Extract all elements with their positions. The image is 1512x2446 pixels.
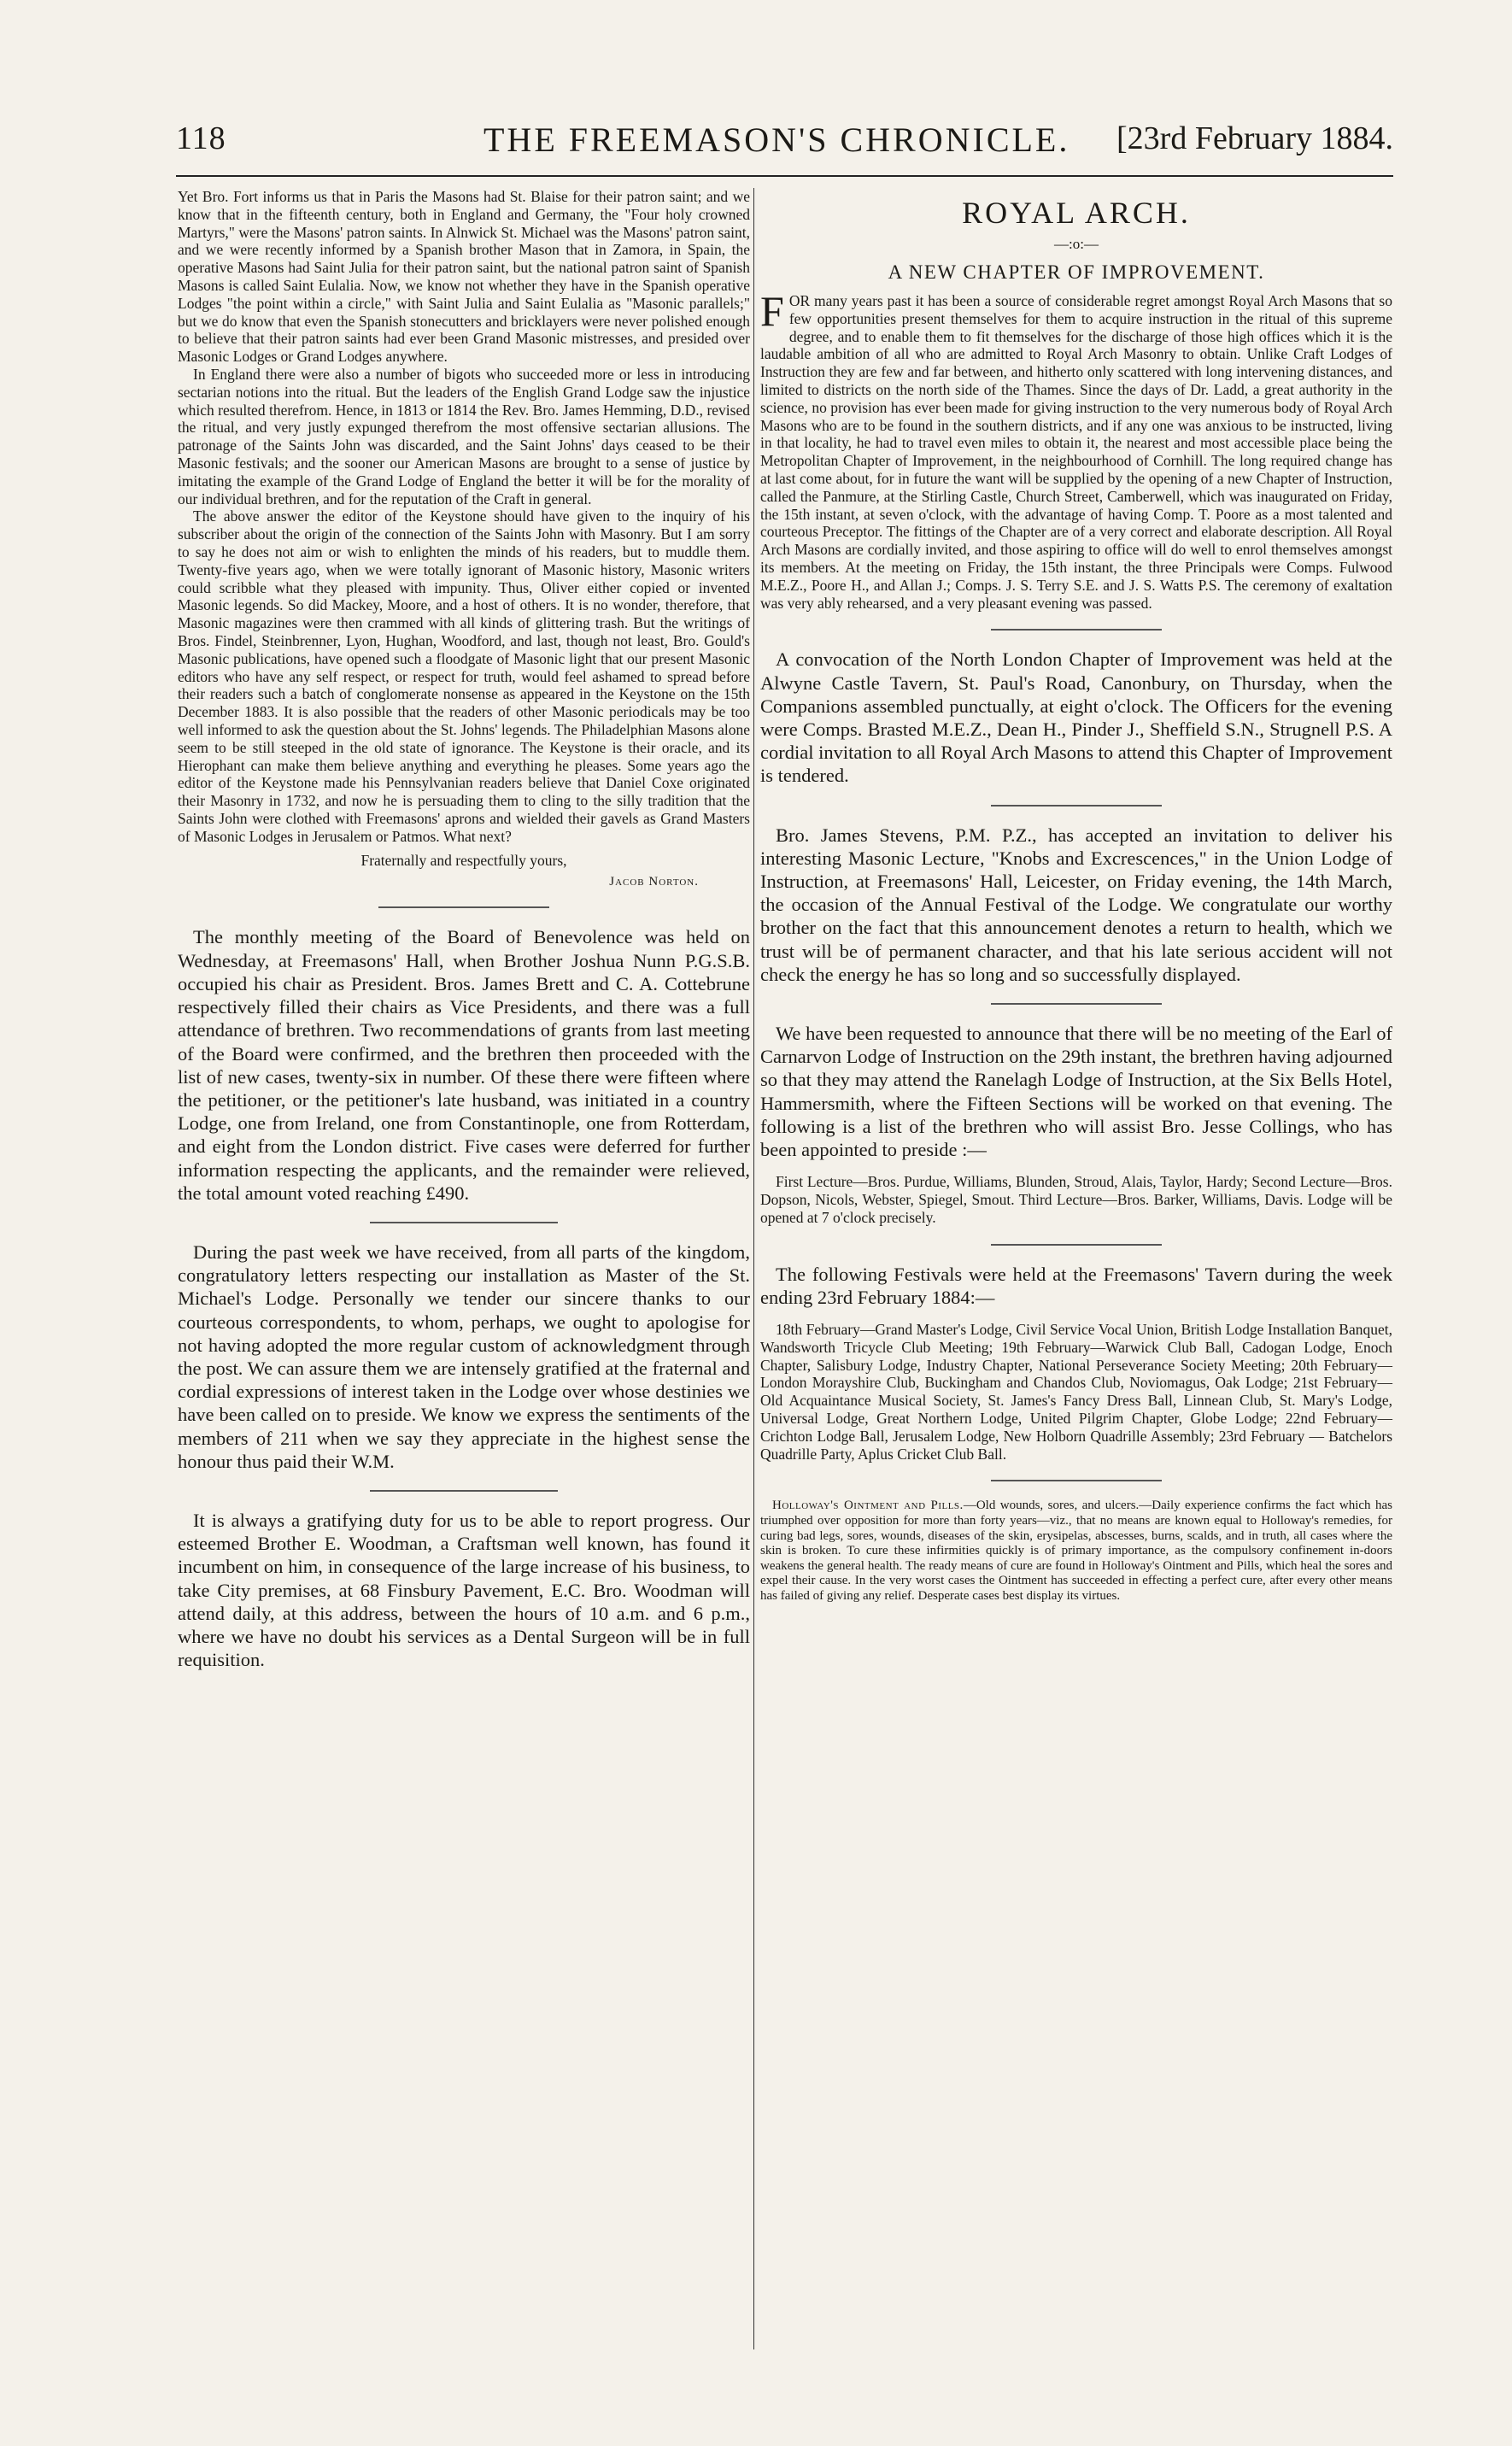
letter-signoff: Fraternally and respectfully yours, [360,852,567,870]
article-body: OR many years past it has been a source of considerable regret amongst Royal Arch Masons that so few opportunities present themselves for them to acquire instruction in the ritual of this supreme degree, and to enable them to fit themselves for the discharge of those high offices which it is the laudable ambition of all who are admitted to Royal Arch Masonry to obtain. Unlike Craft Lodges of Instruction they are few and far between, and hitherto only scattered with long intervening distances, and limited to districts on the north side of the Thames. Since the days of Dr. Ladd, a great authority in the science, no provision has ever been made for giving instruction to the very numerous body of Royal Arch Masons who are to be found in the southern districts, and if any one was anxious to be instructed, living in that locality, he had to travel even miles to obtain it, the nearest and most accessible place being the Metropolitan Chapter of Improvement, in the neighbourhood of Cornhill. The long required change has at last come about, for in future the want will be supplied by the opening of a new Chapter of Instruction, called the Panmure, at the Stirling Castle, Church Street, Camberwell, which was inaugurated on Friday, the 15th instant, at seven o'clock, with the advantage of having Comp. T. Poore as a most talented and courteous Preceptor. The fittings of the Chapter are of a very correct and elaborate description. All Royal Arch Masons are cordially invited, and those aspiring to office will do well to enrol themselves amongst its members. At the meeting on Friday, the 15th instant, the three Principals were Comps. Fulwood M.E.Z., Poore H., and Allan J.; Comps. J. S. Terry S.E. and J. S. Watts P.S. The ceremony of exaltation was very ably rehearsed, and a very pleasant evening was passed. [760,292,1392,612]
carnarvon-list [760,1173,1392,1226]
benevolence-article [178,925,750,1204]
article-paragraph: It is always a gratifying duty for us to be able to report progress. Our esteemed Brother E. Woodman, a Craftsman well known, has found it incumbent on him, in consequence of the large increase of his business, to take City premises, at 68 Finsbury Pavement, E.C. Bro. Woodman will attend daily, at this address, between the hours of 10 a.m. and 6 p.m., where we have no doubt his services as a Dental Surgeon will be in full requisition. [178,1509,750,1671]
masthead [176,120,1393,164]
article-paragraph: The monthly meeting of the Board of Benevolence was held on Wednesday, at Freemasons' Hall, when Brother Joshua Nunn P.G.S.B. occupied his chair as President. Bros. James Brett and C. A. Cottebrune respectively filled their chairs as Vice Presidents, and there was a full attendance of brethren. Two recommendations of grants from last meeting of the Board were confirmed, and the brethren then proceeded with the list of new cases, twenty-six in number. Of these there were fifteen where the petitioner, or the petitioner's late husband, was initiated in a country Lodge, one from Ireland, one from Constantinople, one from Rotterdam, and eight from the London district. Five cases were deferred for further information respecting the applicants, and the remainder were relieved, the total amount voted reaching £490. [178,926,750,1204]
convocation-article [760,648,1392,787]
newspaper-title: THE FREEMASON'S CHRONICLE. [483,120,1070,159]
carnarvon-article [760,1022,1392,1161]
article-separator [370,1222,558,1223]
letter-paragraph: The above answer the editor of the Keystone should have given to the inquiry of his subscriber about the origin of the connection of the Saints John with Masonry. But I am sorry to say he does not aim or wish to enlighten the minds of his readers, but to muddle them. Twenty-five years ago, when we were totally ignorant of Masonic history, Masonic writers could scribble what they pleased with impunity. Thus, Oliver either copied or invented Masonic legends. So did Mackey, Moore, and a host of others. It is no wonder, therefore, that Masonic magazines were then crammed with all kinds of glittering trash. But the writings of Bros. Findel, Steinbrenner, Lyon, Hughan, Woodford, and last, though not least, Bro. Gould's Masonic publications, have opened such a floodgate of Masonic light that our present Masonic editors who have any self respect, or respect for truth, would feel ashamed to spread before their readers such a batch of conglomerate nonsense as appeared in the Keystone on the 15th December 1883. It is also possible that the readers of other Masonic periodicals may be too well informed to ask the question about the St. Johns' legends. The Philadelphian Masons alone seem to be still steeped in the old state of ignorance. The Keystone is their oracle, and its Hierophant can make them believe anything and everything he pleases. Some years ago the editor of the Keystone made his Pennsylvanian readers believe that Daniel Coxe originated their Masonry in 1732, and now he is persuading them to cling to the silly tradition that the Saints John were clothed with Freemasons' aprons and wielded their gavels as Grand Masters of Masonic Lodges in Jerusalem or Patmos. What next? [178,507,750,845]
installation-article [178,1241,750,1473]
column-divider [753,188,754,2349]
festivals-list [760,1321,1392,1463]
lecture-list: First Lecture—Bros. Purdue, Williams, Blunden, Stroud, Alais, Taylor, Hardy; Second Lecture—Bros. Dopson, Nicols, Webster, Spiegel, Smout. Third Lecture—Bros. Barker, Williams, Davis. Lodge will be opened at 7 o'clock precisely. [760,1173,1392,1226]
advert-lead: Holloway's Ointment and Pills. [772,1499,964,1513]
page-number: 118 [176,120,226,156]
left-column [178,188,750,1671]
article-paragraph: The following Festivals were held at the Freemasons' Tavern during the week ending 23rd February 1884:— [760,1263,1392,1308]
article-paragraph: A convocation of the North London Chapter of Improvement was held at the Alwyne Castle Tavern, St. Paul's Road, Canonbury, on Thursday, when the Companions assembled punctually, at eight o'clock. The Officers for the evening were Comps. Brasted M.E.Z., Dean H., Pinder J., Sheffield S.N., Strugnell P.S. A cordial invitation to all Royal Arch Masons to attend this Chapter of Improvement is tendered. [760,648,1392,787]
article-paragraph: During the past week we have received, from all parts of the kingdom, congratulatory letters respecting our installation as Master of the St. Michael's Lodge. Personally we tender our sincere thanks to our courteous correspondents, to whom, perhaps, we ought to apologise for not having adopted the more regular custom of acknowledgment through the post. We can assure them we are intensely gratified at the fraternal and cordial expressions of interest taken in the Lodge over whose destinies we have been called on to preside. We know we express the sentiments of the members of 211 when we say they appreciate in the highest sense the honour thus paid their W.M. [178,1241,750,1472]
advert-body: —Old wounds, sores, and ulcers.—Daily experience confirms the fact which has triumphed over opposition for more than forty years—viz., that no means are known equal to Holloway's remedies, for curing bad legs, sores, wounds, diseases of the skin, erysipelas, abscesses, burns, scalds, and in truth, all cases where the skin is broken. To cure these infirmities quickly is of primary importance, as the compulsory confinement in-doors weakens the general health. The ready means of cure are found in Holloway's Ointment and Pills, which heal the sores and expel their cause. In the very worst cases the Ointment has succeeded in effecting a perfect cure, after every other means has failed of giving any relief. Desperate cases best display its virtues. [760,1499,1392,1603]
norton-letter [178,188,750,845]
festivals-article [760,1263,1392,1309]
section-title: ROYAL ARCH. [962,196,1191,230]
article-paragraph [760,287,1392,612]
chapter-article [760,287,1392,612]
article-separator [991,805,1162,807]
article-separator [991,1244,1162,1246]
article-headline: A NEW CHAPTER OF IMPROVEMENT. [888,261,1265,283]
letter-paragraph: In England there were also a number of bigots who succeeded more or less in introducing sectarian notions into the ritual. But the leaders of the English Grand Lodge saw the injustice which resulted therefrom. Hence, in 1813 or 1814 the Rev. Bro. James Hemming, D.D., revised the ritual, and very justly expunged therefrom the most offensive sectarian allusions. The patronage of the Saints John was discarded, and the Saint Johns' days ceased to be their Masonic festivals; and the sooner our American Masons are brought to a sense of justice by imitating the example of the Grand Lodge of England the better it will be for the morality of our individual brethren, and for the reputation of the Craft in general. [178,365,750,507]
festival-list: 18th February—Grand Master's Lodge, Civil Service Vocal Union, British Lodge Installation Banquet, Wandsworth Tricycle Club Meeting; 19th February—Warwick Club Ball, Cadogan Lodge, Enoch Chapter, Salisbury Lodge, Industry Chapter, National Perseverance Society Meeting; 20th February—London Morayshire Club, Buckingham and Chandos Club, Noviomagus, Oak Lodge; 21st February—Old Acquaintance Musical Society, St. James's Fancy Dress Ball, Linnean Club, St. Mary's Lodge, Universal Lodge, Great Northern Lodge, United Pilgrim Chapter, Globe Lodge; 22nd February—Crichton Lodge Ball, Jerusalem Lodge, New Holborn Quadrille Assembly; 23rd February — Batchelors Quadrille Party, Aplus Cricket Club Ball. [760,1321,1392,1463]
stevens-article [760,824,1392,986]
right-column [760,188,1392,1604]
article-separator [370,1490,558,1492]
article-separator [991,1480,1162,1481]
letter-paragraph: Yet Bro. Fort informs us that in Paris the Masons had St. Blaise for their patron saint; and we know that in the fifteenth century, both in England and Germany, the "Four holy crowned Martyrs," were the Masons' patron saints. In Alnwick St. Michael was the Masons' patron saint, and we were recently informed by a Spanish brother Mason that in Zamora, in Spain, the operative Masons had Saint Julia for their patron saint, but the national patron saint of Spanish Masons is called Saint Eulalia. Now, we know not whether they have in the Spanish operative Lodges "the point within a circle," with Saint Julia and Saint Eulalia as "Masonic parallels;" but we do know that even the Spanish stonecutters and bricklayers were never polished enough to believe that their patron saints had ever been Grand Masonic mistresses, and presided over Masonic Lodges or Grand Lodges anywhere. [178,188,750,366]
article-separator [991,1003,1162,1005]
section-ornament: —:o:— [1054,236,1099,252]
article-paragraph: Bro. James Stevens, P.M. P.Z., has accepted an invitation to deliver his interesting Masonic Lecture, "Knobs and Excrescences," in the Union Lodge of Instruction, at Freemasons' Hall, Leicester, on Friday evening, the 14th March, the occasion of the Annual Festival of the Lodge. We congratulate our worthy brother on the fact that this announcement denotes a return to health, which we trust will be of permanent character, and that his late serious accident will not check the energy he has so long and so successfully displayed. [760,824,1392,985]
issue-date: [23rd February 1884. [1116,120,1393,156]
article-separator [991,629,1162,631]
letter-signature: Jacob Norton. [609,875,699,889]
woodman-article [178,1509,750,1671]
holloway-advert [760,1499,1392,1604]
advert-paragraph [760,1499,1392,1604]
drop-cap: F [760,287,784,335]
header-rule [176,175,1393,177]
article-separator [378,906,549,908]
article-paragraph: We have been requested to announce that there will be no meeting of the Earl of Carnarvon Lodge of Instruction on the 29th instant, the brethren having adjourned so that they may attend the Ranelagh Lodge of Instruction, at the Six Bells Hotel, Hammersmith, where the Fifteen Sections will be worked on that evening. The following is a list of the brethren who will assist Bro. Jesse Collings, who has been appointed to preside :— [760,1022,1392,1160]
